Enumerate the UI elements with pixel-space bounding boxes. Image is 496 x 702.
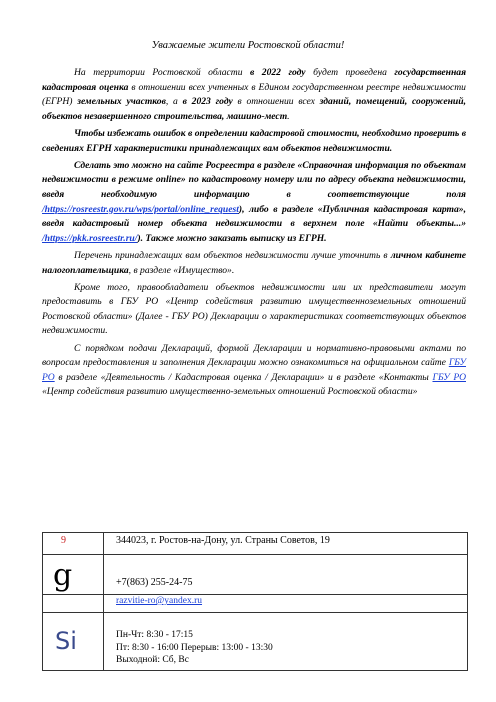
clock-icon: Si <box>55 627 77 655</box>
p2-bold-text: Чтобы избежать ошибок в определении кадастровой стоимости, необходимо проверить в сведениях ЕГРН характеристики принадлежащих вам объектов недвижимости. <box>42 127 466 154</box>
paragraph-3 <box>42 159 466 247</box>
hours-weekend: Выходной: Сб, Вс <box>116 655 189 665</box>
p3-text-3: ). Также можно заказать выписку из ЕГРН. <box>137 232 327 244</box>
gbu-ro-contacts-link[interactable]: ГБУ РО <box>432 371 466 383</box>
hours-fri: Пт: 8:30 - 16:00 Перерыв: 13:00 - 13:30 <box>116 642 273 653</box>
paragraph-6 <box>42 342 466 400</box>
p4-bold-taxpayer-cabinet: личном кабинете налогоплательщика <box>42 249 467 276</box>
p1-text-5: в отношении всех <box>232 96 320 108</box>
phone-icon: g <box>53 558 73 593</box>
address-text: 344023, г. Ростов-на-Дону, ул. Страны Советов, 19 <box>116 535 330 546</box>
p1-bold-year-2022: в 2022 году <box>250 67 306 78</box>
hours-mon-thu: Пн-Чт: 8:30 - 17:15 <box>116 630 193 640</box>
email-link[interactable]: razvitie-ro@yandex.ru <box>116 596 203 606</box>
paragraph-4 <box>42 249 466 278</box>
p6-text-contacts: Контакты <box>383 371 429 383</box>
p1-text-3: в отношении всех учтенных в Едином государственном реестре недвижимости (ЕГРН) <box>42 81 466 108</box>
phone-text: +7(863) 255-24-75 <box>116 577 193 588</box>
p6-text-1: С порядком подачи Деклараций, формой Декларации и нормативно-правовыми актами по вопросам предоставления и заполнения Декларации можно ознакомиться на официальном сайте <box>42 342 466 369</box>
paragraph-2 <box>42 127 466 156</box>
gbu-ro-site-link[interactable]: ГБУ РО <box>42 357 466 383</box>
contacts-table <box>42 532 468 671</box>
pkk-rosreestr-link[interactable]: /https://pkk.rosreestr.ru/ <box>42 232 138 244</box>
p1-bold-cadastral-assessment: государственная кадастровая оценка <box>42 67 467 93</box>
p1-text-6: . <box>287 110 290 122</box>
rosreestr-online-link[interactable]: /https://rosreestr.gov.ru/wps/portal/online_request <box>42 203 239 215</box>
contacts-row-email <box>43 595 468 613</box>
contacts-row-hours <box>43 613 468 671</box>
contacts-row-phone <box>43 555 468 595</box>
p1-bold-year-2023: в 2023 году <box>182 96 233 108</box>
map-pin-icon: 9 <box>61 535 66 546</box>
contacts-row-address <box>43 533 468 555</box>
paragraph-5 <box>42 281 466 339</box>
p3-text-2: ), либо в разделе «Публичная кадастровая карта», введя кадастровый номер объекта недвижимости в верхнем поле «Найти объекты...» <box>42 203 466 230</box>
working-hours <box>104 613 467 667</box>
p1-bold-buildings: зданий, помещений, сооружений, объектов незавершенного строительства, машино-мест <box>42 96 466 122</box>
p4-text-1: Перечень принадлежащих вам объектов недвижимости лучше уточнить в <box>74 249 391 261</box>
p6-text-2: в разделе «Деятельность / Кадастровая оценка / Декларации» и в разделе « <box>54 371 384 383</box>
paragraph-1 <box>42 66 466 124</box>
p1-bold-land-plots: земельных участков <box>77 96 166 108</box>
greeting-heading: Уважаемые жители Ростовской области! <box>151 40 345 51</box>
p1-text-1: На территории Ростовской области <box>74 67 251 78</box>
p3-text-1: Сделать это можно на сайте Росреестра в разделе «Справочная информация по объектам недвижимости в режиме online» по кадастровому номеру или по адресу объекта недвижимости, введя необходимую информацию в соответствующие поля <box>42 159 466 200</box>
p1-text-4: , а <box>165 96 183 108</box>
p1-text-2: будет проведена <box>305 67 395 78</box>
p6-text-4: «Центр содействия развитию имущественно-земельных отношений Ростовской области» <box>42 386 418 398</box>
p4-text-2: , в разделе «Имущество». <box>128 264 235 276</box>
document-body <box>42 66 466 403</box>
p5-text: Кроме того, правообладатели объектов недвижимости или их представители могут предоставить в ГБУ РО «Центр содействия развитию имущественноземельных отношений Ростовской области» (Далее - ГБУ РО) Декларации о характеристиках соответствующих объектов недвижимости. <box>42 281 466 337</box>
